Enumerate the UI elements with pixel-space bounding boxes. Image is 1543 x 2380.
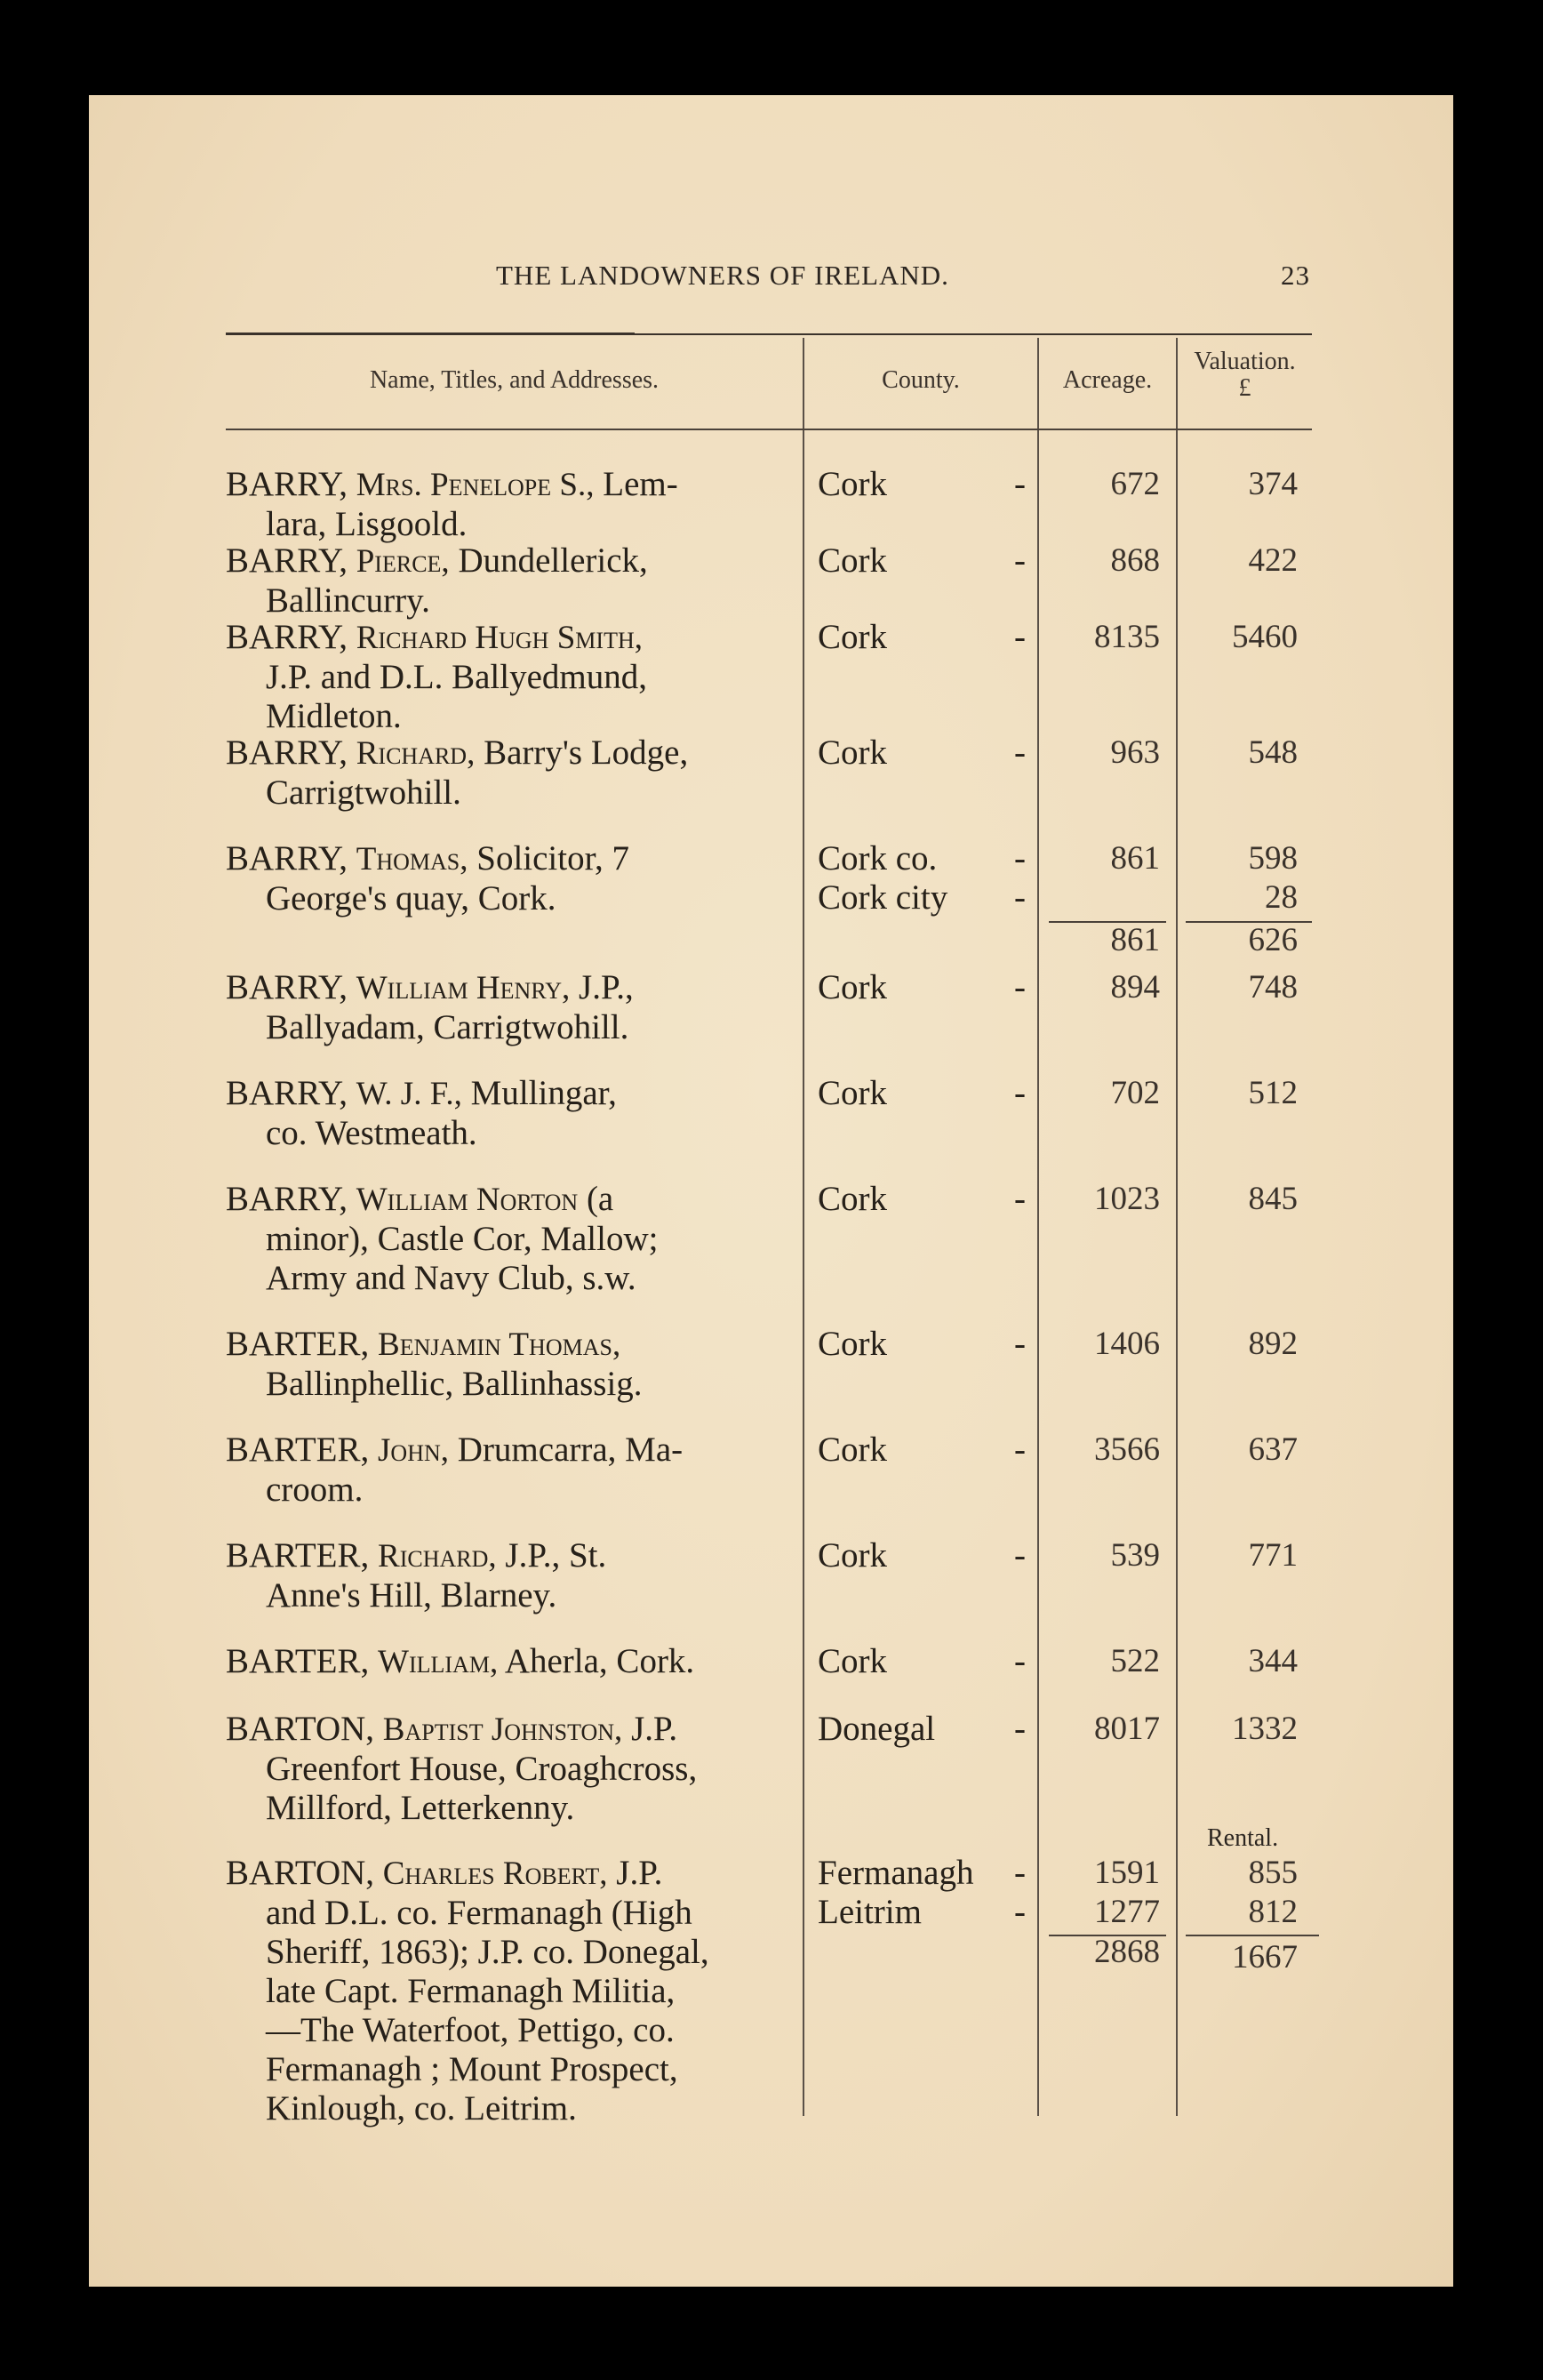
page-number: 23 (1281, 260, 1310, 291)
entry-valuation: 1332 (1232, 1711, 1298, 1747)
entry-county: Cork - (818, 1430, 1026, 1469)
entry-acreage: 1023 (1094, 1181, 1160, 1217)
entry-county: Cork - (818, 1074, 1026, 1112)
county-name: Cork (818, 1430, 887, 1469)
county-name: Cork (818, 1074, 887, 1112)
entry-given-name: Richard, (378, 1538, 497, 1575)
county-name: Fermanagh (818, 1854, 974, 1892)
entry-acreage: 539 (1110, 1537, 1160, 1574)
entry-surname: BARRY, (226, 618, 348, 656)
valuation-label: Valuation. (1194, 348, 1296, 375)
entry-name (226, 839, 786, 918)
entry-surname: BARRY, (226, 968, 348, 1006)
entry-surname: BARTON, (226, 1854, 375, 1892)
header-rule-county (803, 429, 1312, 430)
entry-surname: BARRY, (226, 839, 348, 877)
entry-name-rest: Solicitor, 7 (476, 839, 630, 877)
entry-name (226, 968, 786, 1047)
entry-surname: BARTER, (226, 1325, 370, 1363)
entry-county: Cork - (818, 1642, 1026, 1680)
entry-acreage: 1591 (1094, 1855, 1160, 1891)
entry-valuation: 422 (1248, 542, 1298, 579)
entry-address: minor), Castle Cor, Mallow; (266, 1220, 659, 1258)
entry-given-name: Benjamin Thomas, (378, 1326, 621, 1363)
entry-address: Carrigtwohill. (266, 773, 461, 812)
entry-name (226, 1074, 786, 1153)
entry-name (226, 1854, 786, 2128)
entry-name (226, 733, 786, 813)
entry-county: Cork - (818, 618, 1026, 656)
entry-acreage-total: 2868 (1094, 1934, 1160, 1970)
entry-county: Cork - (818, 465, 1026, 503)
entry-surname: BARRY, (226, 733, 348, 772)
entry-address-4: —The Waterfoot, Pettigo, co. (266, 2011, 675, 2049)
entry-address: J.P. and D.L. Ballyedmund, (266, 658, 647, 696)
entry-name-rest: Dundellerick, (458, 541, 648, 580)
entry-acreage: 672 (1110, 466, 1160, 502)
entry-valuation: 892 (1248, 1326, 1298, 1362)
column-divider-county (1037, 338, 1039, 2116)
entry-given-name: Thomas, (356, 841, 468, 877)
valuation-note: Rental. (1207, 1824, 1279, 1852)
column-header-valuation (1178, 349, 1312, 402)
entry-surname: BARTER, (226, 1642, 370, 1680)
entry-given-name: William Henry, (356, 970, 571, 1006)
column-header-county: County. (882, 366, 960, 394)
entry-surname: BARRY, (226, 541, 348, 580)
entry-address-6: Kinlough, co. Leitrim. (266, 2089, 577, 2128)
entry-surname: BARRY, (226, 465, 348, 503)
entry-acreage: 1406 (1094, 1326, 1160, 1362)
entry-county: Cork co. - Cork city - (818, 839, 1026, 917)
entry-valuation: 5460 (1232, 619, 1298, 655)
entry-name (226, 1430, 786, 1510)
entry-county: Cork - (818, 1536, 1026, 1575)
entry-acreage: 1277 (1094, 1894, 1160, 1930)
entry-valuation: 812 (1248, 1894, 1298, 1930)
column-divider-name (803, 338, 804, 2116)
entry-given-name: William, (378, 1644, 499, 1680)
entry-name-rest: J.P., St. (505, 1536, 607, 1575)
entry-valuation: 748 (1248, 969, 1298, 1006)
county-name: Cork (818, 541, 887, 580)
entry-name-rest: Mullingar, (470, 1074, 617, 1112)
entry-address-2: Millford, Letterkenny. (266, 1789, 575, 1827)
entry-given-name: John, (378, 1432, 450, 1469)
entry-county: Cork - (818, 1325, 1026, 1363)
entry-name-rest: Lem- (603, 465, 678, 503)
entry-county: Donegal - (818, 1710, 1026, 1748)
entry-acreage: 8017 (1094, 1711, 1160, 1747)
entry-name (226, 1180, 786, 1298)
entry-valuation: 344 (1248, 1643, 1298, 1679)
entry-address: croom. (266, 1470, 364, 1509)
sum-rule-valuation (1186, 1935, 1319, 1936)
entry-acreage: 702 (1110, 1075, 1160, 1111)
entry-valuation: 855 (1248, 1855, 1298, 1891)
entry-address: and D.L. co. Fermanagh (High (266, 1894, 692, 1932)
county-name: Cork (818, 465, 887, 503)
entry-name (226, 1325, 786, 1404)
entry-address: lara, Lisgoold. (266, 505, 468, 543)
entry-acreage: 868 (1110, 542, 1160, 579)
county-name: Cork (818, 1325, 887, 1363)
entry-given-name: W. J. F., (356, 1076, 462, 1112)
entry-county: Cork - (818, 733, 1026, 772)
entry-given-name: Baptist Johnston, (382, 1711, 623, 1748)
county-name: Cork city (818, 878, 948, 917)
entry-surname: BARRY, (226, 1180, 348, 1218)
entry-name (226, 465, 786, 544)
entry-valuation: 845 (1248, 1181, 1298, 1217)
entry-given-name: Richard, (356, 735, 476, 772)
entry-address-2: Sheriff, 1863); J.P. co. Donegal, (266, 1933, 709, 1971)
entry-name (226, 1710, 786, 1828)
entry-address: Anne's Hill, Blarney. (266, 1576, 557, 1615)
entry-name-rest: Aherla, Cork. (504, 1642, 695, 1680)
entry-address-5: Fermanagh ; Mount Prospect, (266, 2050, 678, 2088)
running-title: THE LANDOWNERS OF IRELAND. (496, 260, 949, 291)
entry-given-name: Mrs. Penelope S., (356, 467, 595, 503)
entry-county: Cork - (818, 968, 1026, 1006)
entry-address: Greenfort House, Croaghcross, (266, 1750, 698, 1788)
entry-valuation: 548 (1248, 734, 1298, 771)
top-rule-thick (226, 333, 635, 335)
entry-name-rest: Drumcarra, Ma- (457, 1430, 684, 1469)
entry-county: Cork - (818, 1180, 1026, 1218)
valuation-unit: £ (1238, 374, 1251, 402)
entry-name (226, 541, 786, 621)
entry-address: George's quay, Cork. (266, 879, 556, 918)
entry-valuation: 512 (1248, 1075, 1298, 1111)
column-header-name: Name, Titles, and Addresses. (369, 366, 660, 394)
entry-surname: BARRY, (226, 1074, 348, 1112)
column-divider-acreage (1176, 338, 1178, 2116)
entry-name (226, 618, 786, 736)
column-header-acreage: Acreage. (1062, 366, 1153, 394)
entry-given-name: William Norton (356, 1182, 579, 1218)
county-name: Cork (818, 733, 887, 772)
county-name: Donegal (818, 1710, 936, 1748)
entry-valuation-total: 1667 (1232, 1939, 1298, 1975)
entry-address: Ballincurry. (266, 581, 430, 620)
county-name: Cork co. (818, 839, 938, 877)
header-rule (226, 429, 803, 430)
entry-address: co. Westmeath. (266, 1114, 477, 1152)
county-name: Cork (818, 968, 887, 1006)
entry-acreage: 861 (1110, 840, 1160, 877)
entry-valuation-total: 626 (1248, 922, 1298, 958)
entry-valuation: 374 (1248, 466, 1298, 502)
entry-acreage-total: 861 (1110, 922, 1160, 958)
county-name: Cork (818, 1180, 887, 1218)
entry-surname: BARTER, (226, 1430, 370, 1469)
entry-county: Cork - (818, 541, 1026, 580)
entry-surname: BARTON, (226, 1710, 375, 1748)
entry-name-rest: J.P. (631, 1710, 678, 1748)
county-name: Leitrim (818, 1893, 922, 1931)
entry-valuation: 771 (1248, 1537, 1298, 1574)
entry-acreage: 3566 (1094, 1431, 1160, 1468)
entry-acreage: 963 (1110, 734, 1160, 771)
entry-county: Fermanagh - Leitrim - (818, 1854, 1026, 1931)
entry-address-2: Midleton. (266, 697, 402, 735)
entry-name-rest: (a (586, 1180, 614, 1218)
entry-name (226, 1642, 786, 1682)
entry-surname: BARTER, (226, 1536, 370, 1575)
entry-name (226, 1536, 786, 1615)
entry-valuation: 637 (1248, 1431, 1298, 1468)
entry-acreage: 894 (1110, 969, 1160, 1006)
entry-given-name: Pierce, (356, 543, 450, 580)
entry-valuation: 598 (1248, 840, 1298, 877)
entry-address-2: Army and Navy Club, s.w. (266, 1259, 636, 1297)
entry-acreage: 522 (1110, 1643, 1160, 1679)
entry-name-rest: J.P. (616, 1854, 663, 1892)
entry-name-rest: J.P., (579, 968, 634, 1006)
entry-acreage: 8135 (1094, 619, 1160, 655)
county-name: Cork (818, 618, 887, 656)
entry-given-name: Charles Robert, (382, 1855, 608, 1892)
county-name: Cork (818, 1536, 887, 1575)
entry-name-rest: Barry's Lodge, (484, 733, 689, 772)
entry-valuation: 28 (1265, 879, 1298, 916)
entry-address: Ballinphellic, Ballinhassig. (266, 1365, 643, 1403)
entry-given-name: Richard Hugh Smith, (356, 620, 643, 656)
entry-address-3: late Capt. Fermanagh Militia, (266, 1972, 676, 2010)
entry-address: Ballyadam, Carrigtwohill. (266, 1008, 629, 1046)
county-name: Cork (818, 1642, 887, 1680)
